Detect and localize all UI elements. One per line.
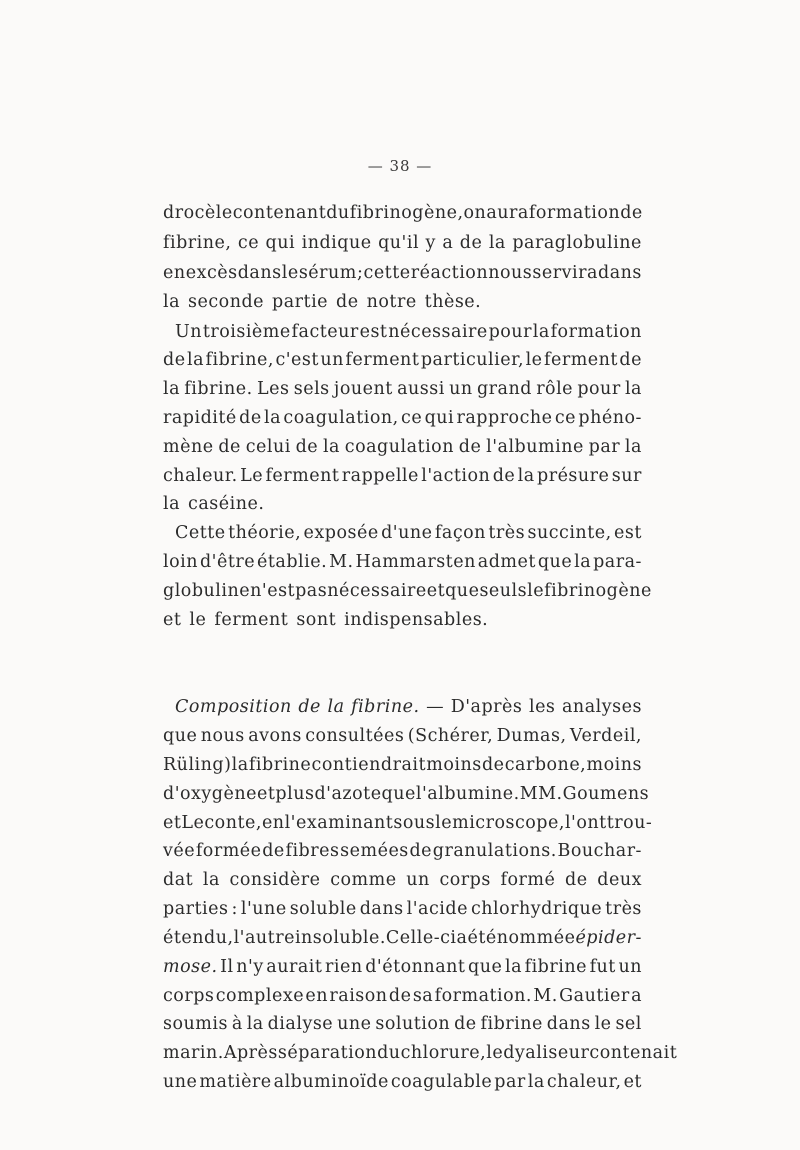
- text-word: de: [459, 233, 483, 253]
- text-word: qui: [424, 408, 455, 428]
- text-word: paraglobuline: [512, 233, 642, 253]
- text-word: du: [326, 203, 350, 223]
- text-word: thèse.: [424, 292, 482, 312]
- text-word: Dumas,: [496, 726, 567, 746]
- text-word: celui: [245, 437, 291, 457]
- text-word: dans: [598, 263, 642, 283]
- text-word: admet: [477, 552, 536, 572]
- text-word: corps: [439, 870, 491, 890]
- text-word: rapidité: [163, 408, 237, 428]
- text-word: la: [504, 957, 522, 977]
- text-word: marin.: [163, 1043, 224, 1063]
- text-word: globuline: [163, 581, 251, 601]
- text-word: seconde: [188, 292, 265, 312]
- text-word: le: [189, 610, 207, 630]
- text-word: comme: [330, 870, 397, 890]
- text-word: contenant: [232, 203, 327, 223]
- text-word: Un: [175, 322, 203, 342]
- text-word: rapproche: [456, 408, 553, 428]
- text-word: le: [525, 350, 543, 370]
- text-word: Cette: [175, 523, 226, 543]
- text-word: très: [488, 523, 526, 543]
- text-word: fibrine.: [184, 379, 253, 399]
- text-line: [163, 605, 642, 635]
- text-word: séparation: [277, 1043, 378, 1063]
- text-word: de: [262, 841, 285, 861]
- text-word: la: [246, 1014, 264, 1034]
- text-word: du: [377, 1043, 401, 1063]
- text-word: Hammarsten: [355, 552, 476, 572]
- text-word: une: [163, 1072, 198, 1092]
- text-word: que: [468, 957, 503, 977]
- text-word: l'une: [240, 899, 287, 919]
- text-word: est: [614, 523, 642, 543]
- text-word: l'ont: [564, 813, 607, 833]
- text-word: l'autre: [233, 928, 295, 948]
- text-word: formation: [550, 322, 642, 342]
- text-word: M.: [329, 552, 354, 572]
- text-line: [163, 721, 642, 751]
- text-word: rappelle: [341, 466, 419, 486]
- text-word: exposée: [303, 523, 379, 543]
- text-word: de: [565, 870, 588, 890]
- text-line: [163, 547, 642, 577]
- text-word: mène: [163, 437, 214, 457]
- text-line: [175, 317, 642, 347]
- text-word: la: [163, 379, 181, 399]
- text-word: coagulation: [344, 437, 454, 457]
- text-word: chlorhydrique: [470, 899, 603, 919]
- text-word: caséine.: [188, 494, 265, 514]
- text-word: coagulation,: [283, 408, 399, 428]
- text-word: fibrinogène,: [349, 203, 464, 223]
- text-word: dialyse: [267, 1014, 334, 1034]
- text-word: Après: [223, 1043, 278, 1063]
- text-word: de: [295, 437, 319, 457]
- text-word: la: [517, 466, 535, 486]
- text-line: [175, 692, 642, 722]
- text-word: nécessaire: [327, 581, 427, 601]
- text-word: d'une: [381, 523, 433, 543]
- text-word: établie.: [257, 552, 328, 572]
- text-word: M.: [533, 986, 558, 1006]
- text-word: et: [163, 813, 182, 833]
- text-word: (Schérer,: [407, 726, 494, 746]
- text-word: aussi: [397, 379, 445, 399]
- text-word: D'après: [450, 697, 523, 717]
- text-word: été: [467, 928, 497, 948]
- text-line: [163, 1067, 642, 1097]
- text-word: dans: [237, 263, 282, 283]
- text-word: dyaliseur: [503, 1043, 590, 1063]
- text-line: [163, 345, 642, 375]
- text-word: corps: [163, 986, 215, 1006]
- text-word: dans: [359, 899, 404, 919]
- text-word: un: [320, 350, 344, 370]
- text-word: phéno-: [578, 408, 642, 428]
- text-word: considère: [229, 870, 321, 890]
- text-word: la: [532, 322, 550, 342]
- text-word: succinte,: [527, 523, 612, 543]
- text-word: sont: [296, 610, 337, 630]
- text-word: sur: [611, 466, 642, 486]
- text-word: formé: [500, 870, 556, 890]
- text-word: aurait: [266, 957, 323, 977]
- text-word: par: [588, 437, 621, 457]
- text-word: de: [163, 350, 186, 370]
- text-word: la: [624, 379, 642, 399]
- text-word: indispensables.: [344, 610, 489, 630]
- text-line: [163, 923, 642, 953]
- text-word: l'albumine: [486, 437, 584, 457]
- text-word: vée: [163, 841, 196, 861]
- text-word: qui: [265, 233, 296, 253]
- text-line: [163, 374, 642, 404]
- text-word: a: [456, 928, 468, 948]
- text-line: [163, 836, 642, 866]
- text-word: de: [298, 697, 321, 717]
- text-word: fibrine.: [351, 697, 420, 717]
- text-word: matière: [199, 1072, 272, 1092]
- text-word: on: [463, 203, 487, 223]
- page-number: — 38 —: [367, 157, 433, 175]
- text-word: d'azote: [314, 784, 382, 804]
- text-line: [163, 258, 642, 288]
- text-word: façon: [434, 523, 486, 543]
- text-word: la: [163, 292, 181, 312]
- text-word: partie: [272, 292, 329, 312]
- text-word: a: [631, 986, 642, 1006]
- text-word: nommée: [496, 928, 576, 948]
- text-line: [163, 576, 652, 606]
- text-line: [163, 461, 642, 491]
- text-word: excès: [185, 263, 238, 283]
- text-word: fibrine,: [205, 350, 274, 370]
- text-line: [163, 228, 642, 258]
- text-word: y: [425, 233, 436, 253]
- text-word: contenait: [589, 1043, 678, 1063]
- text-line: [175, 518, 642, 548]
- text-word: soumis: [163, 1014, 228, 1034]
- text-word: les: [528, 697, 556, 717]
- text-line: [163, 403, 642, 433]
- text-word: para-: [593, 552, 642, 572]
- text-word: soluble: [289, 899, 357, 919]
- text-word: que: [445, 581, 480, 601]
- text-word: sels: [293, 379, 330, 399]
- text-word: ce: [237, 233, 260, 253]
- text-word: Verdeil,: [569, 726, 642, 746]
- text-word: fibres: [285, 841, 340, 861]
- text-word: Le: [240, 466, 264, 486]
- text-word: n'est: [250, 581, 296, 601]
- text-word: analyses: [561, 697, 642, 717]
- text-word: sel: [615, 1014, 642, 1034]
- text-word: la: [322, 437, 340, 457]
- text-word: la: [327, 697, 345, 717]
- text-word: loin: [163, 552, 199, 572]
- text-line: [163, 952, 642, 982]
- text-word: seuls: [479, 581, 528, 601]
- text-word: le: [281, 263, 299, 283]
- text-word: sous: [393, 813, 436, 833]
- text-word: un: [618, 957, 642, 977]
- text-word: pour: [488, 322, 532, 342]
- text-word: ;: [357, 263, 364, 283]
- text-word: de: [620, 203, 643, 223]
- text-word: Leconte,: [181, 813, 262, 833]
- text-line: [163, 865, 642, 895]
- text-word: servira: [532, 263, 598, 283]
- text-word: pas: [295, 581, 328, 601]
- text-word: Celle-ci: [385, 928, 457, 948]
- text-word: le: [594, 1014, 612, 1034]
- text-word: la: [574, 552, 592, 572]
- text-word: très: [605, 899, 642, 919]
- text-word: que: [381, 784, 416, 804]
- text-word: la: [488, 233, 506, 253]
- text-word: sa: [412, 986, 434, 1006]
- text-word: à: [231, 1014, 243, 1034]
- text-word: moins: [586, 755, 642, 775]
- text-word: de: [409, 841, 433, 861]
- text-word: indique: [301, 233, 372, 253]
- text-word: de: [336, 292, 359, 312]
- text-word: carbone,: [504, 755, 587, 775]
- text-word: fibrine: [480, 1014, 543, 1034]
- text-word: MM.: [519, 784, 563, 804]
- text-word: la: [231, 755, 249, 775]
- text-word: en: [163, 263, 186, 283]
- text-word: d'étonnant: [365, 957, 466, 977]
- text-word: complexe: [215, 986, 305, 1006]
- text-word: ce: [401, 408, 423, 428]
- text-word: coagulable: [390, 1072, 493, 1092]
- text-word: formée: [195, 841, 262, 861]
- text-word: n'y: [236, 957, 264, 977]
- text-word: formation: [528, 203, 621, 223]
- text-word: que: [537, 552, 573, 572]
- text-word: un: [406, 870, 430, 890]
- text-word: rien: [325, 957, 363, 977]
- text-word: consultées: [305, 726, 405, 746]
- text-word: Composition: [175, 697, 292, 717]
- text-word: ferment: [214, 610, 289, 630]
- text-word: cette: [363, 263, 411, 283]
- text-word: fibrine: [524, 957, 587, 977]
- text-word: avons: [248, 726, 302, 746]
- text-word: de: [388, 986, 412, 1006]
- text-word: dat: [163, 870, 194, 890]
- text-word: ce: [554, 408, 577, 428]
- text-word: Gautier: [559, 986, 630, 1006]
- text-word: fibrine: [248, 755, 312, 775]
- text-word: solution: [375, 1014, 451, 1034]
- text-word: trou-: [606, 813, 653, 833]
- text-word: une: [337, 1014, 372, 1034]
- text-word: Rüling): [163, 755, 232, 775]
- text-line: [163, 808, 653, 838]
- text-line: [163, 1038, 678, 1068]
- text-word: de: [218, 437, 241, 457]
- text-line: [163, 432, 642, 462]
- text-line: [163, 198, 642, 228]
- text-word: que: [163, 726, 198, 746]
- text-word: nous: [488, 263, 533, 283]
- text-word: la: [264, 408, 282, 428]
- text-line: [163, 779, 650, 809]
- text-line: [163, 981, 642, 1011]
- text-line: [163, 894, 642, 924]
- text-word: deux: [597, 870, 642, 890]
- text-word: aura: [486, 203, 529, 223]
- text-word: l'albumine.: [415, 784, 520, 804]
- text-word: a: [442, 233, 454, 253]
- text-word: l'acide: [406, 899, 468, 919]
- text-line: [163, 489, 642, 519]
- text-word: raison: [329, 986, 388, 1006]
- text-word: réaction: [410, 263, 489, 283]
- text-word: et: [257, 784, 276, 804]
- text-word: la: [163, 494, 181, 514]
- text-word: chaleur,: [546, 1072, 622, 1092]
- text-word: Goumens: [562, 784, 650, 804]
- text-word: drocèle: [163, 203, 233, 223]
- text-word: de: [454, 1014, 477, 1034]
- text-word: parties: [163, 899, 229, 919]
- text-word: insoluble.: [294, 928, 386, 948]
- text-word: pour: [577, 379, 621, 399]
- text-line: [163, 750, 642, 780]
- text-line: [163, 1009, 642, 1039]
- text-word: facteur: [291, 322, 359, 342]
- text-word: la: [187, 350, 205, 370]
- text-word: Bouchar-: [557, 841, 642, 861]
- text-word: le: [527, 581, 545, 601]
- text-word: d'être: [199, 552, 256, 572]
- text-word: rôle: [536, 379, 574, 399]
- text-word: de: [619, 350, 642, 370]
- text-word: chlorure,: [400, 1043, 487, 1063]
- text-word: albuminoïde: [273, 1072, 389, 1092]
- text-word: fut: [589, 957, 616, 977]
- text-word: ferment: [345, 350, 420, 370]
- text-word: la: [624, 437, 642, 457]
- text-word: l'action: [421, 466, 491, 486]
- text-word: qu'il: [378, 233, 420, 253]
- text-word: étendu,: [163, 928, 234, 948]
- text-word: grand: [476, 379, 532, 399]
- text-word: semées: [340, 841, 409, 861]
- text-word: un: [449, 379, 473, 399]
- text-word: particulier,: [420, 350, 525, 370]
- text-word: fibrine,: [163, 233, 232, 253]
- text-word: :: [231, 899, 238, 919]
- text-word: nous: [200, 726, 245, 746]
- text-word: et: [163, 610, 182, 630]
- text-word: de: [458, 437, 482, 457]
- text-word: de: [239, 408, 262, 428]
- text-word: formation.: [434, 986, 532, 1006]
- text-word: le: [486, 1043, 504, 1063]
- text-word: et: [623, 1072, 642, 1092]
- text-word: par: [494, 1072, 526, 1092]
- text-word: moins: [426, 755, 482, 775]
- text-word: sérum: [298, 263, 357, 283]
- text-word: de: [492, 466, 516, 486]
- text-word: est: [359, 322, 388, 342]
- text-word: mose.: [163, 957, 218, 977]
- text-word: le: [435, 813, 453, 833]
- text-word: théorie,: [228, 523, 302, 543]
- text-word: ferment: [265, 466, 340, 486]
- text-word: Les: [257, 379, 290, 399]
- text-word: chaleur.: [163, 466, 238, 486]
- text-word: granulations.: [432, 841, 557, 861]
- text-word: notre: [366, 292, 417, 312]
- text-word: la: [202, 870, 220, 890]
- text-line: [163, 287, 642, 317]
- text-word: et: [426, 581, 446, 601]
- text-word: troisième: [202, 322, 291, 342]
- text-word: microscope,: [452, 813, 565, 833]
- text-word: Il: [220, 957, 234, 977]
- text-word: jouent: [333, 379, 393, 399]
- text-word: ferment: [544, 350, 618, 370]
- text-word: en: [261, 813, 285, 833]
- text-word: nécessaire: [388, 322, 488, 342]
- text-word: épider-: [575, 928, 642, 948]
- text-word: plus: [275, 784, 315, 804]
- text-word: —: [426, 697, 445, 717]
- text-word: en: [305, 986, 329, 1006]
- text-word: c'est: [275, 350, 319, 370]
- text-word: présure: [537, 466, 610, 486]
- text-word: fibrinogène: [544, 581, 652, 601]
- text-word: d'oxygène: [163, 784, 257, 804]
- text-word: dans: [546, 1014, 591, 1034]
- text-word: contiendrait: [311, 755, 427, 775]
- text-word: la: [527, 1072, 545, 1092]
- text-word: de: [481, 755, 505, 775]
- text-word: l'examinant: [284, 813, 394, 833]
